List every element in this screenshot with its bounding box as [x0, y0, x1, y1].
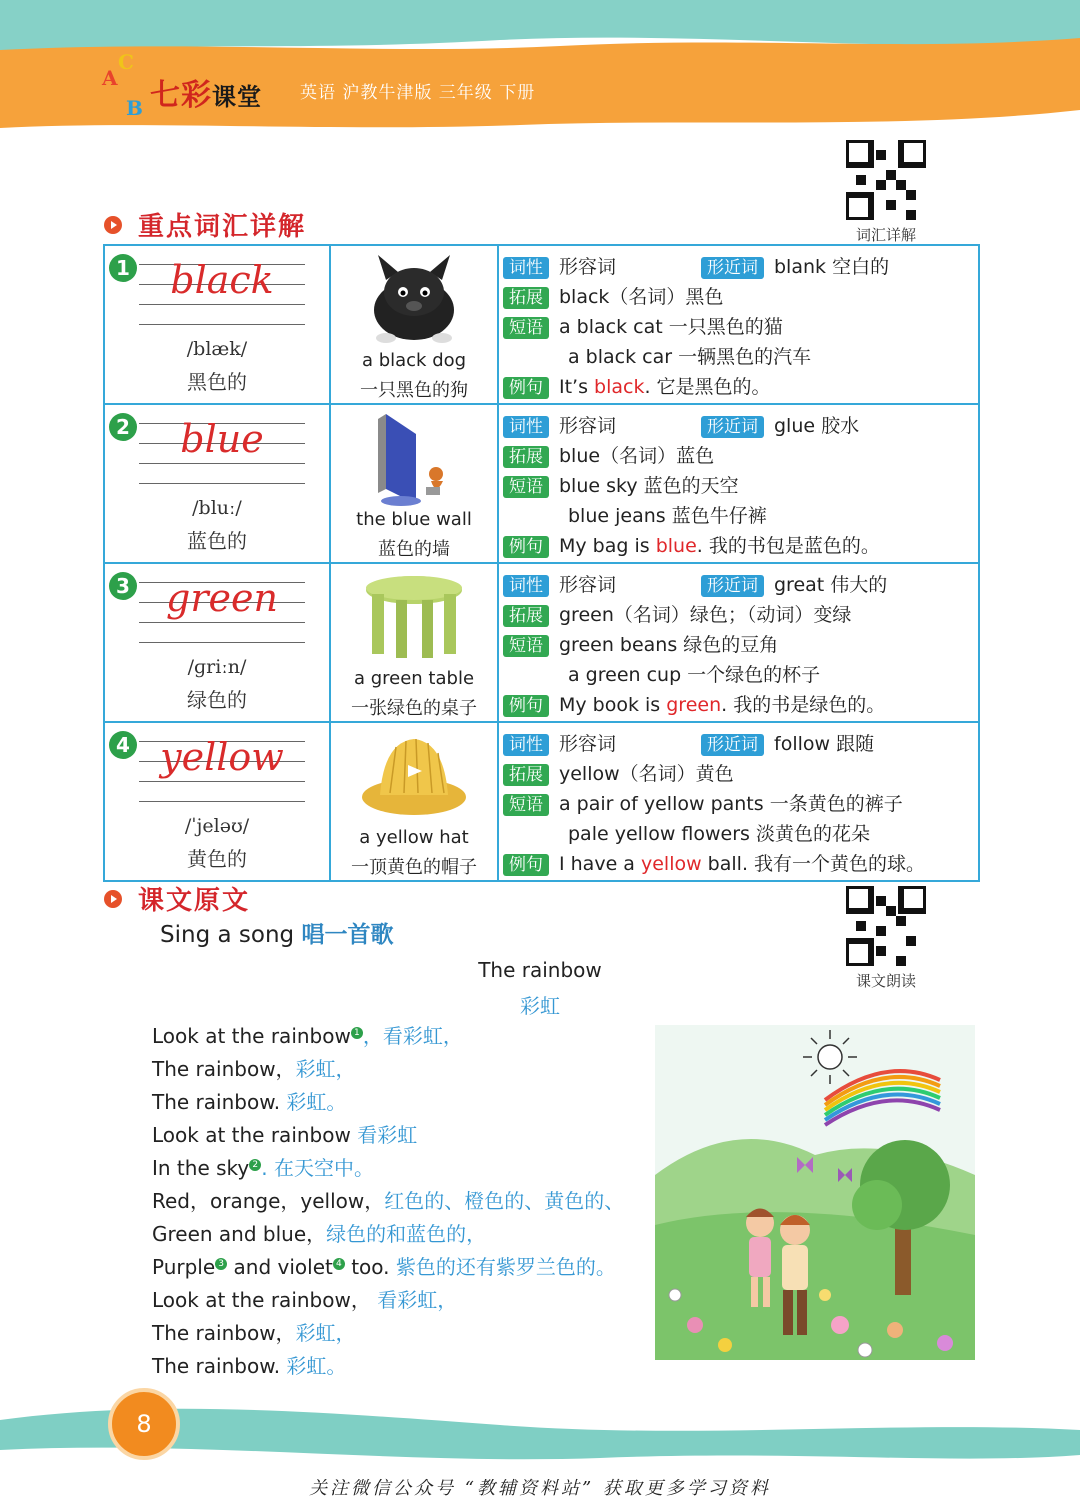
headword: green	[166, 576, 278, 620]
extend-line	[503, 759, 978, 789]
series-logo	[150, 70, 262, 114]
example-pre: My bag is	[559, 535, 656, 557]
poem-line	[152, 1317, 624, 1350]
poem-line-cn: 彩虹。	[280, 1090, 347, 1114]
song-cn: 唱一首歌	[301, 922, 394, 948]
poem-line-cn: 看彩虹	[350, 1123, 418, 1147]
play-bullet-icon	[104, 216, 122, 234]
pos-line	[503, 411, 978, 441]
extend-line	[503, 282, 978, 312]
phrase-line	[503, 819, 978, 849]
headword: blue	[180, 417, 264, 461]
phrase-1: blue sky 蓝色的天空	[559, 475, 739, 497]
similar-word	[701, 411, 859, 441]
example-post: . 我的书是绿色的。	[721, 694, 886, 716]
poem-line	[152, 1152, 624, 1185]
poem-line	[152, 1020, 624, 1053]
phrase-tag: 短语	[503, 635, 549, 657]
poem-line-en: Look at the rainbow，	[152, 1288, 371, 1312]
footnote-marker: 3	[215, 1258, 227, 1270]
poem-line	[152, 1350, 624, 1383]
example-tag: 例句	[503, 377, 549, 399]
phrase-line	[503, 789, 978, 819]
series-title-2: 课堂	[212, 82, 262, 111]
word-meaning: 蓝色的	[187, 529, 247, 553]
phrase-tag: 短语	[503, 476, 549, 498]
poem-title-cn: 彩虹	[520, 994, 560, 1018]
phrase-1: green beans 绿色的豆角	[559, 634, 779, 656]
poem-line-en: In the sky	[152, 1156, 250, 1180]
word-cell	[105, 405, 331, 562]
example-line	[503, 690, 978, 720]
item-number: 4	[109, 731, 137, 759]
phrase-tag: 短语	[503, 794, 549, 816]
poem-line-en: Look at the rainbow	[152, 1024, 351, 1048]
picture-caption-cn: 一顶黄色的帽子	[351, 857, 477, 878]
extend-line	[503, 441, 978, 471]
example-pre: It’s	[559, 376, 595, 398]
example-tag: 例句	[503, 536, 549, 558]
poem-line-cn: 看彩虹，	[370, 1288, 458, 1312]
phrase-1: a black cat 一只黑色的猫	[559, 316, 783, 338]
series-title: 七彩	[150, 78, 212, 113]
letter-c-icon: C	[118, 50, 134, 74]
vocab-row	[105, 405, 978, 564]
detail-cell	[499, 246, 978, 403]
phrase-tag: 短语	[503, 317, 549, 339]
word-meaning: 黄色的	[187, 847, 247, 871]
example-post: . 我的书包是蓝色的。	[696, 535, 880, 557]
picture-caption-en: the blue wall	[356, 509, 472, 530]
example-tag: 例句	[503, 695, 549, 717]
example-line	[503, 849, 978, 879]
poem-line-en: The rainbow.	[152, 1090, 281, 1114]
phrase-2: pale yellow flowers 淡黄色的花朵	[568, 823, 870, 845]
poem-line-cn: 彩虹。	[280, 1354, 347, 1378]
word-meaning: 绿色的	[187, 688, 247, 712]
poem-line-en: Green and blue，	[152, 1222, 327, 1246]
song-heading	[160, 916, 393, 949]
similar-value: glue 胶水	[774, 415, 860, 437]
extend-tag: 拓展	[503, 764, 549, 786]
pos-tag: 词性	[503, 416, 549, 438]
example-post: ball. 我有一个黄色的球。	[701, 853, 926, 875]
similar-tag: 形近词	[701, 416, 764, 438]
qr-caption-text: 课文朗读	[855, 972, 916, 990]
vocab-table	[103, 244, 980, 882]
rainbow-illustration	[655, 1025, 975, 1360]
picture-caption-cn: 一张绿色的桌子	[351, 698, 477, 719]
detail-cell	[499, 564, 978, 721]
vocab-heading-text: 重点词汇详解	[138, 212, 307, 242]
word-cell	[105, 723, 331, 880]
similar-value: great 伟大的	[774, 574, 888, 596]
extend-tag: 拓展	[503, 287, 549, 309]
picture-caption-cn: 蓝色的墙	[378, 539, 450, 560]
poem-line-en: The rainbow，	[152, 1057, 296, 1081]
wall-image	[356, 409, 472, 509]
poem-line-cn: 绿色的和蓝色的，	[326, 1222, 487, 1246]
poem-line-en: The rainbow，	[152, 1321, 296, 1345]
poem-line	[152, 1218, 624, 1251]
similar-word	[701, 729, 874, 759]
footer-note: 关注微信公众号 “教辅资料站” 获取更多学习资料	[309, 1478, 771, 1499]
headword: yellow	[160, 735, 284, 779]
poem-title-en: The rainbow	[478, 958, 602, 982]
vocab-section-heading	[104, 206, 306, 243]
example-pre: I have a	[559, 853, 641, 875]
word-cell	[105, 564, 331, 721]
pos-line	[503, 729, 978, 759]
footnote-marker: 4	[333, 1258, 345, 1270]
picture-cell	[331, 405, 499, 562]
phonetic: /blæk/	[186, 338, 248, 360]
text-heading-text: 课文原文	[138, 886, 251, 916]
extend-tag: 拓展	[503, 605, 549, 627]
song-en: Sing a song	[160, 922, 295, 948]
poem-line-en: Red，orange，yellow，	[152, 1189, 385, 1213]
phrase-line	[503, 312, 978, 342]
poem-line	[152, 1086, 624, 1119]
similar-word	[701, 570, 887, 600]
pos-tag: 词性	[503, 734, 549, 756]
play-bullet-icon	[104, 890, 122, 908]
vocab-row	[105, 723, 978, 880]
example-keyword: black	[594, 376, 645, 398]
phonetic: /ˈjeləʊ/	[184, 815, 250, 837]
extend-value: green（名词）绿色；（动词）变绿	[559, 604, 852, 626]
phrase-1: a pair of yellow pants 一条黄色的裤子	[559, 793, 903, 815]
picture-caption-en: a black dog	[361, 350, 467, 371]
picture-cell	[331, 564, 499, 721]
example-line	[503, 372, 978, 402]
phrase-line	[503, 660, 978, 690]
poem-line-en: Look at the rainbow	[152, 1123, 351, 1147]
extend-value: black（名词）黑色	[559, 286, 724, 308]
extend-value: yellow（名词）黄色	[559, 763, 734, 785]
phrase-line	[503, 471, 978, 501]
sun-icon	[803, 1030, 857, 1084]
phrase-line	[503, 501, 978, 531]
similar-tag: 形近词	[701, 257, 764, 279]
poem-line-cn: ，看彩虹，	[362, 1024, 463, 1048]
pos-tag: 词性	[503, 575, 549, 597]
table-image	[356, 568, 472, 668]
phonetic: /ɡriːn/	[187, 656, 247, 678]
poem-line	[152, 1053, 624, 1086]
poem-line-en: too.	[344, 1255, 390, 1279]
letter-b-icon: B	[126, 96, 143, 120]
similar-tag: 形近词	[701, 575, 764, 597]
poem-line-en: The rainbow.	[152, 1354, 281, 1378]
poem-line-en: Purple	[152, 1255, 216, 1279]
similar-word	[701, 252, 889, 282]
example-post: . 它是黑色的。	[644, 376, 771, 398]
phrase-2: blue jeans 蓝色牛仔裤	[568, 505, 767, 527]
letter-a-icon: A	[102, 66, 118, 90]
phrase-line	[503, 342, 978, 372]
book-subtitle: 英语 沪教牛津版 三年级 下册	[300, 83, 536, 103]
word-cell	[105, 246, 331, 403]
example-tag: 例句	[503, 854, 549, 876]
picture-cell	[331, 246, 499, 403]
vocab-row	[105, 246, 978, 405]
poem-line-cn: 彩虹，	[295, 1321, 356, 1345]
vocab-row	[105, 564, 978, 723]
item-number: 2	[109, 413, 137, 441]
qr-caption-vocab: 词汇详解	[855, 226, 916, 244]
text-section-heading	[104, 880, 250, 917]
extend-tag: 拓展	[503, 446, 549, 468]
word-meaning: 黑色的	[187, 370, 247, 394]
similar-tag: 形近词	[701, 734, 764, 756]
example-keyword: green	[666, 694, 722, 716]
phrase-2: a black car 一辆黑色的汽车	[568, 346, 812, 368]
example-line	[503, 531, 978, 561]
headword: black	[170, 258, 274, 302]
picture-caption-en: a green table	[353, 668, 475, 689]
hat-image	[356, 727, 472, 827]
pos-value: 形容词	[559, 733, 617, 755]
picture-cell	[331, 723, 499, 880]
pos-value: 形容词	[559, 256, 617, 278]
poem-line	[152, 1284, 624, 1317]
pos-value: 形容词	[559, 415, 617, 437]
poem-line-cn: 紫色的还有紫罗兰色的。	[389, 1255, 616, 1279]
poem-line-cn: 彩虹，	[295, 1057, 356, 1081]
qr-code-icon	[846, 886, 926, 966]
similar-value: follow 跟随	[774, 733, 875, 755]
poem-line	[152, 1185, 624, 1218]
phrase-2: a green cup 一个绿色的杯子	[568, 664, 821, 686]
dog-image	[356, 250, 472, 350]
poem-text	[152, 1020, 624, 1383]
pos-line	[503, 570, 978, 600]
phrase-line	[503, 630, 978, 660]
pos-tag: 词性	[503, 257, 549, 279]
extend-value: blue（名词）蓝色	[559, 445, 715, 467]
example-keyword: yellow	[640, 853, 702, 875]
poem-line-en: and violet	[227, 1255, 333, 1279]
phonetic: /bluː/	[192, 497, 242, 519]
picture-caption-cn: 一只黑色的狗	[360, 380, 468, 401]
poem-line	[152, 1119, 624, 1152]
pos-line	[503, 252, 978, 282]
poem-line-cn: . 在天空中。	[261, 1156, 374, 1180]
pos-value: 形容词	[559, 574, 617, 596]
footnote-marker: 2	[249, 1159, 261, 1171]
detail-cell	[499, 405, 978, 562]
footnote-marker: 1	[351, 1027, 363, 1039]
detail-cell	[499, 723, 978, 880]
example-keyword: blue	[655, 535, 697, 557]
poem-line	[152, 1251, 624, 1284]
qr-code-icon	[846, 140, 926, 220]
poem-line-cn: 红色的、橙色的、黄色的、	[384, 1189, 625, 1213]
example-pre: My book is	[559, 694, 667, 716]
item-number: 1	[109, 254, 137, 282]
page-number: 8	[108, 1388, 180, 1460]
item-number: 3	[109, 572, 137, 600]
picture-caption-en: a yellow hat	[359, 827, 469, 848]
extend-line	[503, 600, 978, 630]
similar-value: blank 空白的	[774, 256, 890, 278]
